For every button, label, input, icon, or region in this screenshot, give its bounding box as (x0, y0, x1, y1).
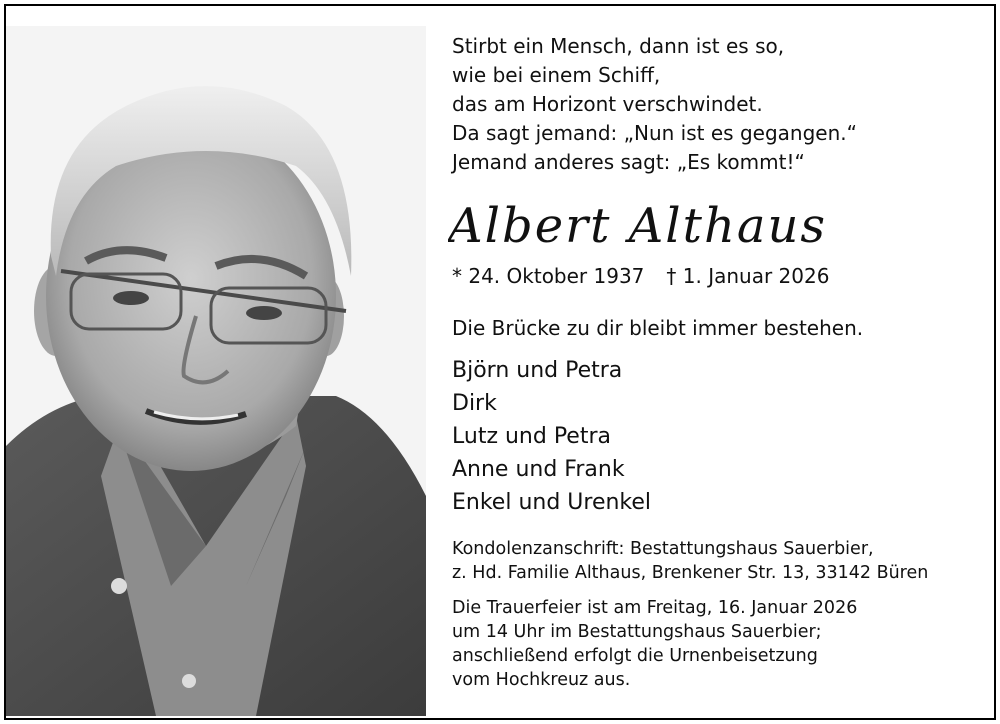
family-member: Björn und Petra (452, 358, 623, 383)
family-member: Lutz und Petra (452, 424, 611, 449)
family-list (452, 354, 651, 519)
service-line: anschließend erfolgt die Urnenbeisetzung (452, 646, 818, 666)
service-line: Die Trauerfeier ist am Freitag, 16. Januar 2026 (452, 598, 858, 618)
death-date: † 1. Januar 2026 (666, 264, 830, 288)
name-script (448, 190, 868, 260)
service-info (452, 596, 857, 692)
condolence-line: Kondolenzanschrift: Bestattungshaus Sauerbier, (452, 539, 874, 559)
poem-line: wie bei einem Schiff, (452, 63, 661, 87)
poem-line: Stirbt ein Mensch, dann ist es so, (452, 34, 785, 58)
family-member: Anne und Frank (452, 457, 625, 482)
service-line: um 14 Uhr im Bestattungshaus Sauerbier; (452, 622, 822, 642)
family-member: Enkel und Urenkel (452, 490, 652, 515)
portrait-photo (6, 26, 426, 716)
motto: Die Brücke zu dir bleibt immer bestehen. (452, 316, 864, 340)
poem-line: das am Horizont verschwindet. (452, 92, 763, 116)
poem-line: Jemand anderes sagt: „Es kommt!“ (452, 150, 805, 174)
family-member: Dirk (452, 391, 497, 416)
condolence-line: z. Hd. Familie Althaus, Brenkener Str. 13, 33142 Büren (452, 563, 929, 583)
portrait-illustration (6, 26, 426, 716)
deceased-name (448, 190, 868, 260)
poem (452, 32, 982, 177)
poem-line: Da sagt jemand: „Nun ist es gegangen.“ (452, 121, 857, 145)
birth-date: * 24. Oktober 1937 (452, 264, 645, 288)
life-dates (452, 264, 829, 288)
name-text: Albert Althaus (448, 198, 828, 254)
condolence-address (452, 537, 928, 585)
service-line: vom Hochkreuz aus. (452, 670, 631, 690)
